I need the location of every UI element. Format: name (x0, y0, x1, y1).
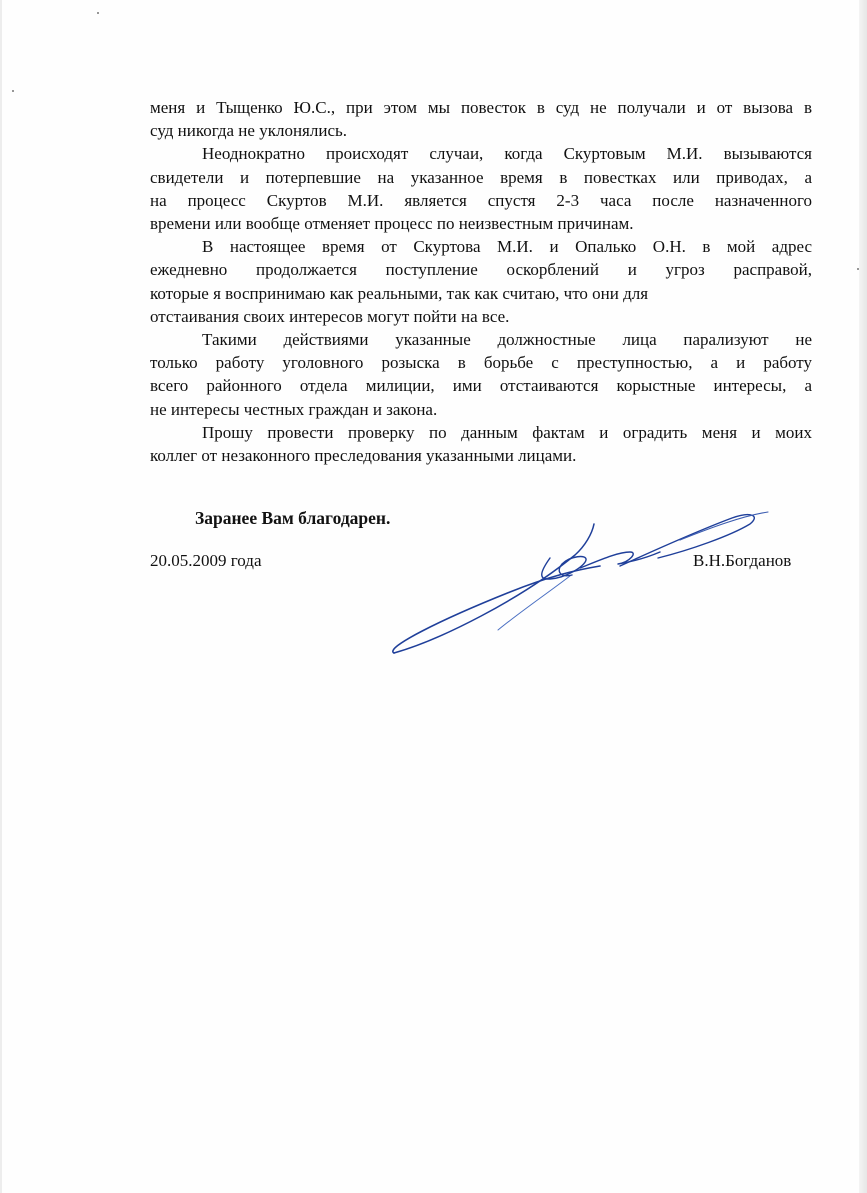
body-line: Прошу провести проверку по данным фактам и оградить меня и моих (202, 422, 812, 442)
body-line: коллег от незаконного преследования указанными лицами. (150, 446, 577, 466)
body-line: времени или вообще отменяет процесс по неизвестным причинам. (150, 214, 634, 234)
signer-name: В.Н.Богданов (693, 551, 792, 570)
scan-speck (857, 268, 859, 270)
body-line: которые я воспринимаю как реальными, так как считаю, что они для (150, 283, 649, 303)
scan-speck (97, 12, 99, 14)
body-line: Неоднократно происходят случаи, когда Скуртовым М.И. вызываются (202, 144, 812, 164)
letter-date: 20.05.2009 года (150, 551, 262, 570)
signature-stroke (620, 515, 754, 566)
body-line: всего районного отдела милиции, ими отстаиваются корыстные интересы, а (150, 376, 812, 396)
body-line: ежедневно продолжается поступление оскорблений и угроз расправой, (150, 260, 812, 280)
body-line: только работу уголовного розыска в борьбе с преступностью, а и работу (150, 353, 812, 373)
letter-body (150, 96, 812, 467)
body-line: меня и Тыщенко Ю.С., при этом мы повесток в суд не получали и от вызова в (150, 98, 812, 117)
body-line: В настоящее время от Скуртова М.И. и Опалько О.Н. в мой адрес (202, 237, 812, 257)
body-line: суд никогда не уклонялись. (150, 121, 347, 141)
scan-left-edge (0, 0, 2, 1193)
body-line: не интересы честных граждан и закона. (150, 399, 438, 419)
handwritten-signature (380, 500, 780, 670)
scan-speck (12, 90, 14, 92)
body-line: отстаивания своих интересов могут пойти на все. (150, 306, 510, 326)
closing-phrase: Заранее Вам благодарен. (195, 508, 391, 528)
signature-stroke (393, 566, 600, 653)
signature-stroke (394, 524, 594, 653)
body-line: на процесс Скуртов М.И. является спустя 2-3 часа после назначенного (150, 190, 812, 210)
scan-right-edge (859, 0, 867, 1193)
body-line: свидетели и потерпевшие на указанное время в повестках или приводах, а (150, 167, 812, 187)
body-line: Такими действиями указанные должностные лица парализуют не (202, 330, 812, 350)
